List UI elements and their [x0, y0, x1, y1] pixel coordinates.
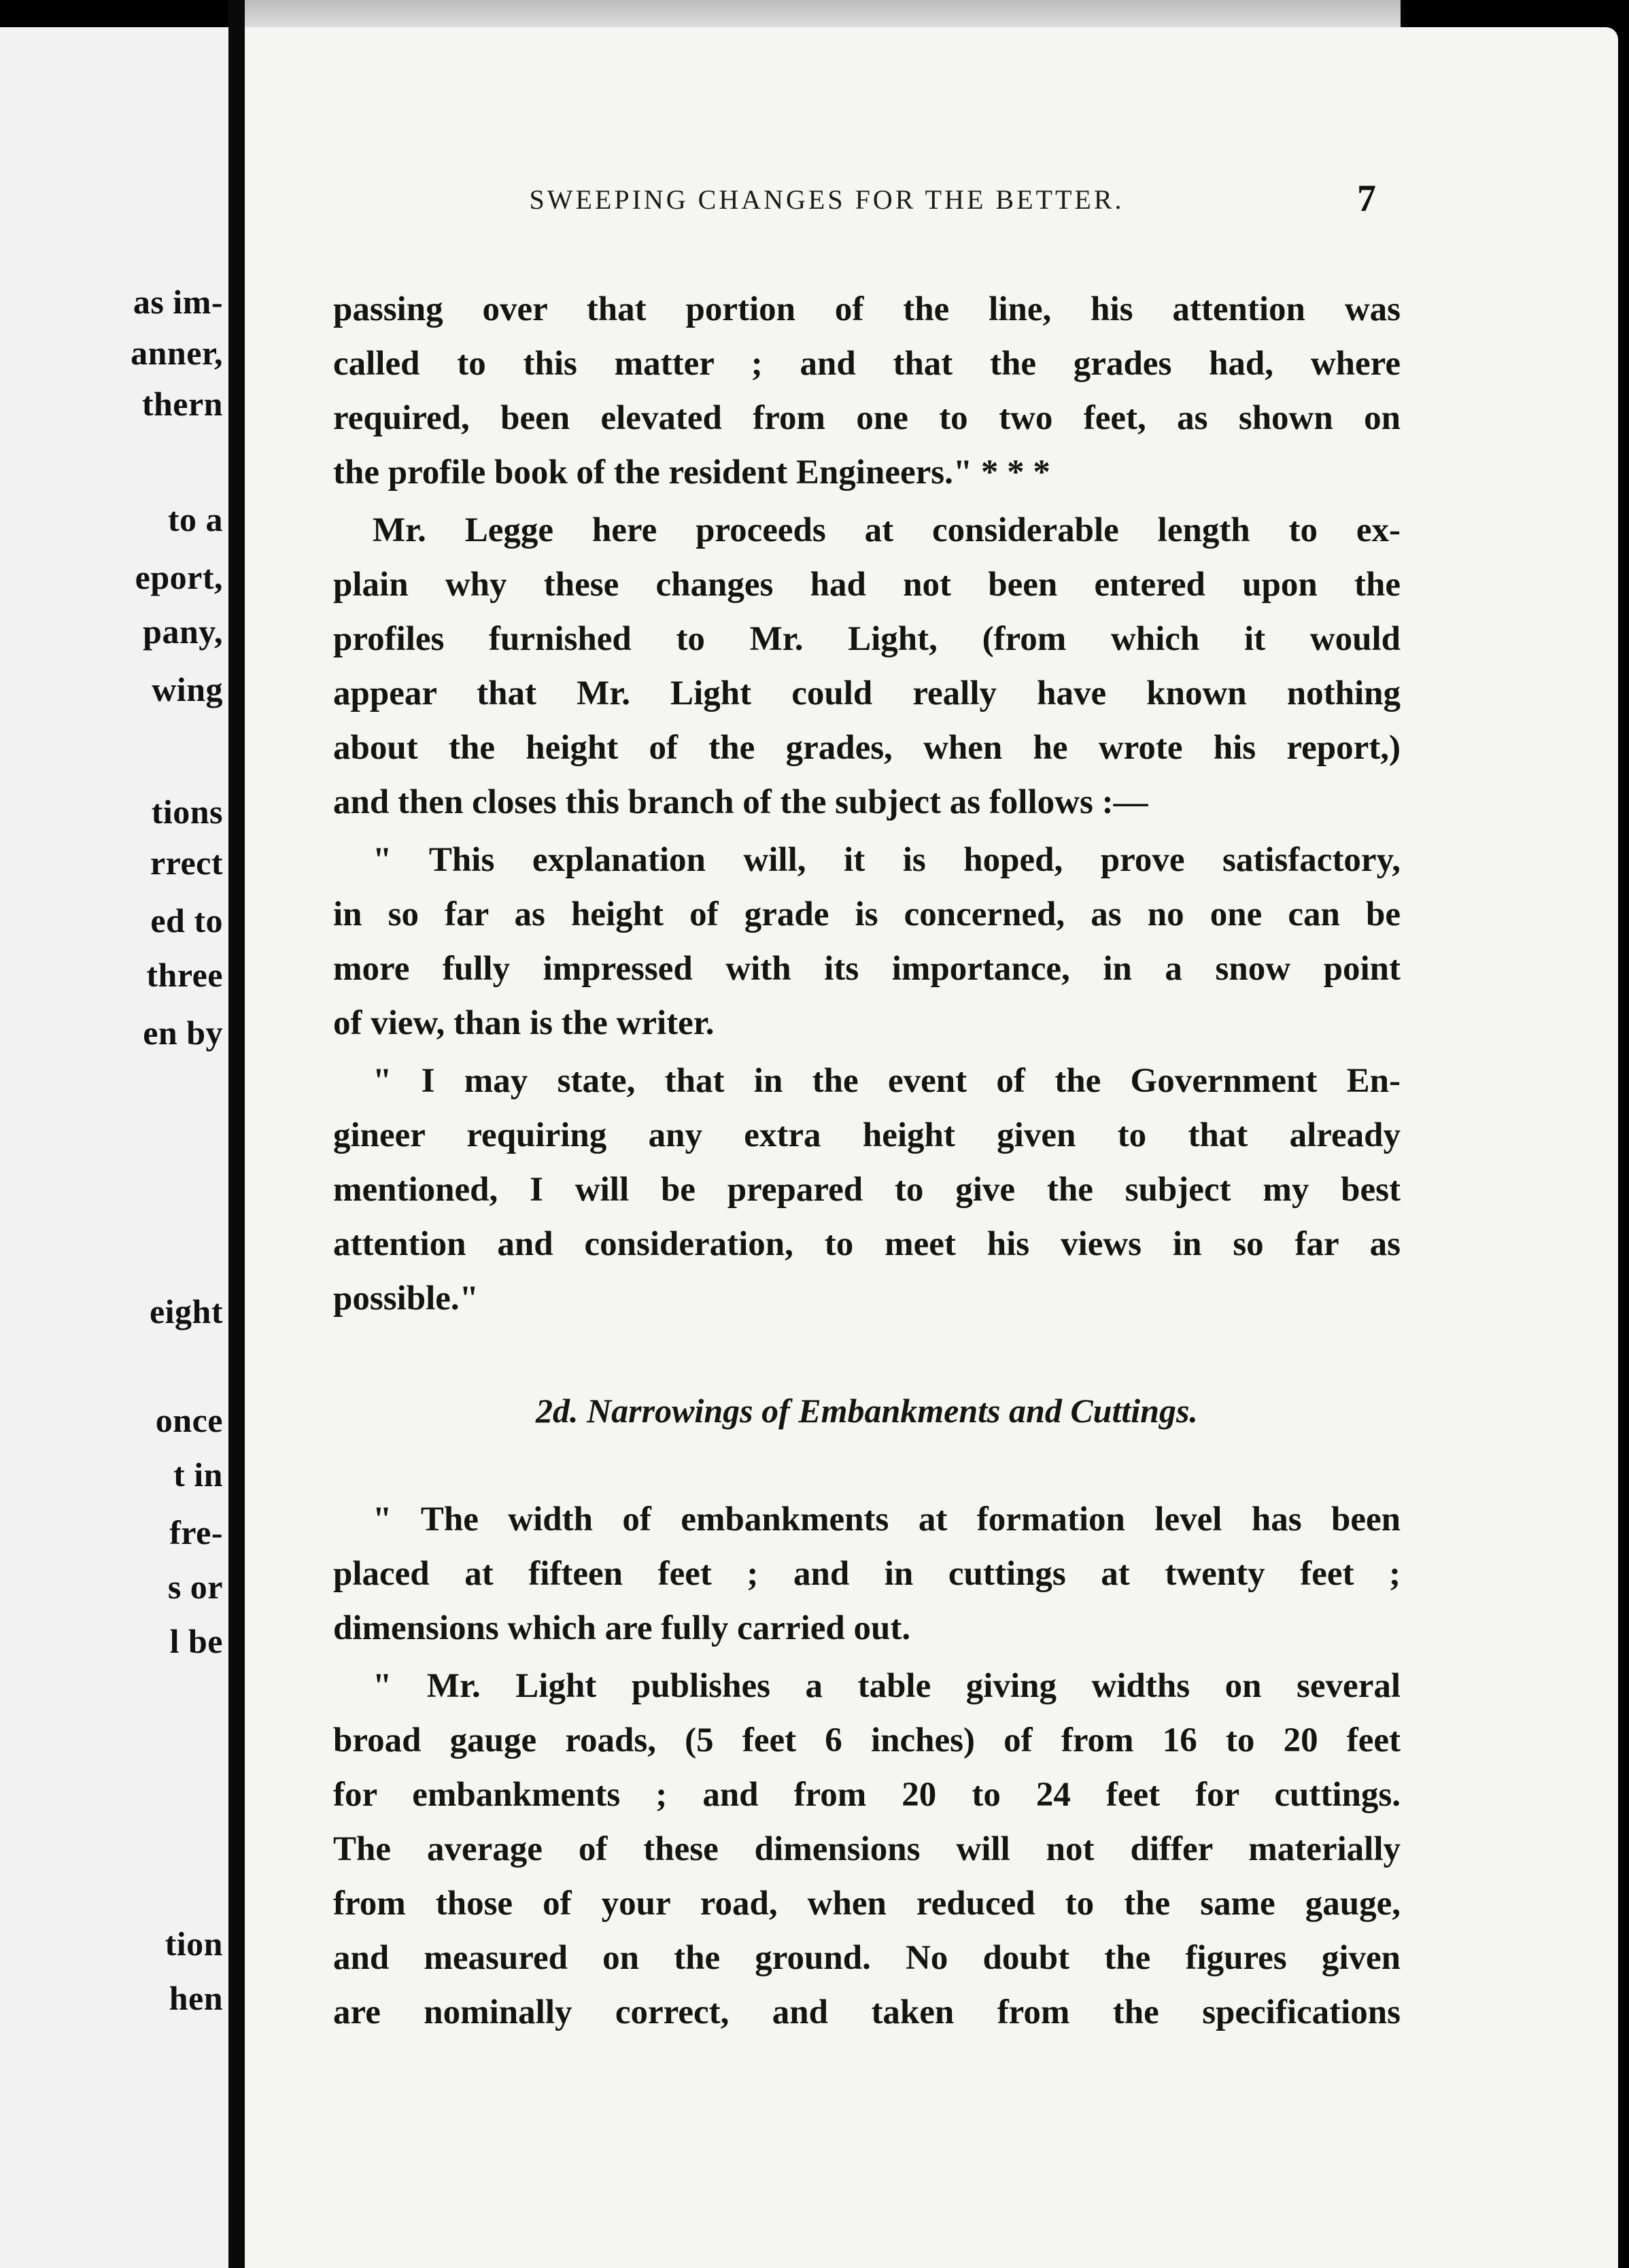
left-fragment: anner, [131, 334, 223, 372]
left-fragment: rrect [150, 844, 223, 882]
left-fragment: tions [151, 793, 223, 831]
body-line: from those of your road, when reduced to the same gauge, [333, 1885, 1401, 1923]
body-line: broad gauge roads, (5 feet 6 inches) of from 16 to 20 feet [333, 1721, 1401, 1759]
body-line: called to this matter ; and that the grades had, where [333, 345, 1401, 383]
page-number: 7 [1357, 177, 1376, 220]
left-fragment: t in [173, 1456, 223, 1494]
body-line: Mr. Legge here proceeds at considerable length to ex- [373, 511, 1401, 549]
body-line: in so far as height of grade is concerned, as no one can be [333, 895, 1401, 933]
left-fragment: pany, [143, 613, 223, 651]
running-title: SWEEPING CHANGES FOR THE BETTER. [529, 184, 1125, 215]
left-fragment: ed to [150, 901, 223, 940]
left-fragment: three [146, 956, 223, 994]
left-fragment: as im- [133, 283, 223, 321]
left-fragment: s or [167, 1568, 223, 1606]
body-line: the profile book of the resident Engineers." * * * [333, 453, 1050, 492]
body-line: required, been elevated from one to two feet, as shown on [333, 399, 1401, 437]
body-line: for embankments ; and from 20 to 24 feet for cuttings. [333, 1776, 1401, 1814]
body-line: and measured on the ground. No doubt the figures given [333, 1939, 1401, 1977]
left-fragment: wing [152, 670, 223, 708]
left-fragment: fre- [169, 1513, 223, 1551]
body-line: dimensions which are fully carried out. [333, 1609, 911, 1647]
body-line: " The width of embankments at formation level has been [373, 1500, 1401, 1539]
left-fragment: eight [149, 1292, 223, 1330]
book-gutter [228, 0, 245, 2268]
running-head [277, 178, 1376, 226]
section-heading: 2d. Narrowings of Embankments and Cuttings. [536, 1392, 1198, 1430]
body-line: are nominally correct, and taken from the specifications [333, 1993, 1401, 2031]
left-fragment: hen [169, 1979, 223, 2017]
body-line: " I may state, that in the event of the Government En- [373, 1062, 1401, 1100]
left-fragment: to a [167, 500, 223, 538]
body-line: placed at fifteen feet ; and in cuttings at twenty feet ; [333, 1555, 1401, 1593]
body-line: " This explanation will, it is hoped, prove satisfactory, [373, 841, 1401, 879]
body-line: appear that Mr. Light could really have known nothing [333, 674, 1401, 712]
body-line: possible." [333, 1279, 479, 1318]
left-fragment: once [155, 1401, 223, 1439]
left-fragment: tion [165, 1925, 223, 1963]
body-line: plain why these changes had not been entered upon the [333, 566, 1401, 604]
left-fragment: eport, [135, 558, 223, 596]
body-line: more fully impressed with its importance, in a snow point [333, 950, 1401, 988]
left-fragment: l be [169, 1622, 223, 1660]
body-line: and then closes this branch of the subject as follows :— [333, 783, 1148, 821]
left-fragment: thern [141, 385, 223, 423]
body-line: attention and consideration, to meet his views in so far as [333, 1225, 1401, 1263]
body-line: mentioned, I will be prepared to give the subject my best [333, 1171, 1401, 1209]
body-line: gineer requiring any extra height given to that already [333, 1116, 1401, 1154]
body-line: The average of these dimensions will not differ materially [333, 1830, 1401, 1868]
left-fragment: en by [143, 1014, 223, 1052]
body-line: profiles furnished to Mr. Light, (from which it would [333, 620, 1401, 658]
top-page-edge [245, 0, 1401, 27]
body-line: " Mr. Light publishes a table giving widths on several [373, 1667, 1401, 1705]
body-line: about the height of the grades, when he wrote his report,) [333, 729, 1401, 767]
body-line: of view, than is the writer. [333, 1004, 715, 1042]
left-facing-page [0, 27, 228, 2268]
body-line: passing over that portion of the line, his attention was [333, 290, 1401, 328]
